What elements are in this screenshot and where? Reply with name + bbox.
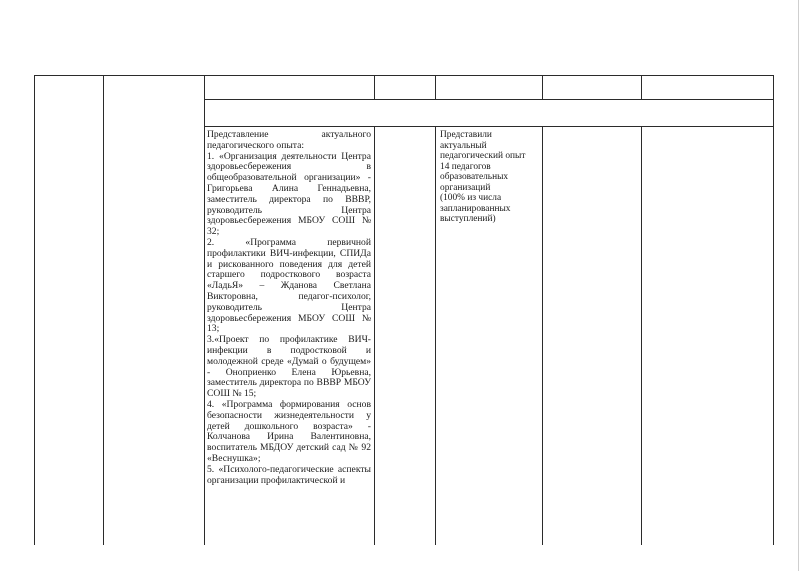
result-line: Представили bbox=[440, 130, 492, 140]
activity-item-5: 5. «Психолого-педагогические аспекты организации профилактической и bbox=[207, 463, 371, 486]
column-border-6-header bbox=[542, 75, 543, 99]
column-border-3 bbox=[204, 75, 205, 545]
column-border-1 bbox=[34, 75, 35, 545]
table-top-border bbox=[34, 75, 774, 76]
column-border-7 bbox=[641, 126, 642, 545]
activity-item-4: 4. «Программа формирования основ безопасности жизнедеятельности у детей дошкольного возраста» - Колчанова Ирина Валентиновна, воспитатель МБДОУ детский сад № 92 «Веснушка»; bbox=[207, 398, 371, 464]
result-line: (100% из числа bbox=[440, 193, 502, 203]
result-line: 14 педагогов bbox=[440, 161, 491, 172]
section-row-border bbox=[204, 126, 774, 127]
column-border-6 bbox=[542, 126, 543, 545]
activity-description-cell bbox=[207, 130, 371, 486]
scan-right-edge bbox=[798, 0, 799, 571]
activity-item-1: 1. «Организация деятельности Центра здоровьесбережения в общеобразовательной организации» - Григорьева Алина Геннадьевна, заместитель директора по ВВВР, руководитель Центра здоровьесбережения МБОУ СОШ № 32; bbox=[207, 150, 371, 238]
activity-intro: Представление актуального педагогического опыта: bbox=[207, 129, 371, 151]
header-row-border bbox=[204, 99, 774, 100]
result-line: педагогический опыт bbox=[440, 151, 526, 161]
result-line: выступлений) bbox=[440, 214, 496, 224]
result-cell bbox=[440, 130, 540, 225]
column-border-7-header bbox=[641, 75, 642, 99]
column-border-5-header bbox=[435, 75, 436, 99]
column-border-5 bbox=[435, 126, 436, 545]
column-border-4 bbox=[374, 126, 375, 545]
activity-item-2: 2. «Программа первичной профилактики ВИЧ-инфекции, СПИДа и рискованного поведения для детей старшего подросткового возраста «ЛадьЯ» – Жданова Светлана Викторовна, педагог-психолог, руководитель Центра здоровьесбережения МБОУ СОШ № 13; bbox=[207, 236, 371, 335]
result-line: актуальный bbox=[440, 140, 487, 151]
activity-item-3: 3.«Проект по профилактике ВИЧ-инфекции в подростковой и молодежной среде «Думай о будущем» - Оноприенко Елена Юрьевна, заместитель директора по ВВВР МБОУ СОШ № 15; bbox=[207, 334, 371, 400]
result-line: образовательных bbox=[440, 172, 509, 182]
column-border-8 bbox=[773, 75, 774, 545]
column-border-2 bbox=[103, 75, 104, 545]
column-border-4-header bbox=[374, 75, 375, 99]
result-line: запланированных bbox=[440, 203, 511, 214]
result-line: организаций bbox=[440, 182, 491, 193]
